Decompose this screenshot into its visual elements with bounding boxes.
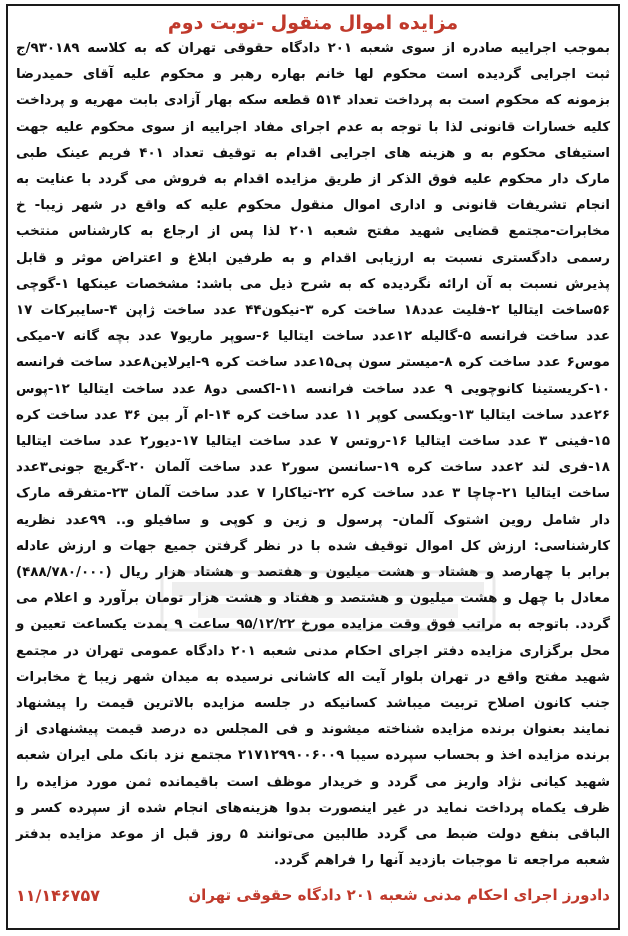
notice-body: بموجب اجراییه صادره از سوی شعبه ۲۰۱ دادگاه حقوقی تهران که به کلاسه ۹۳۰۱۸۹/ج ثبت اجرایی گردیده است محکوم لها خانم بهاره رهبر و محکوم علیه آقای حمیدرضا بزمونه که محکوم است به پرداخت تعداد ۵۱۴ قطعه سکه بهار آزادی بابت مهریه و پرداخت کلیه خسارات قانونی لذا با توجه به عدم اجرای مفاد اجراییه از سوی محکوم علیه جهت استیفای محکوم به و هزینه های اجرایی اقدام به توقیف تعداد ۴۰۱ فریم عینک طبی مارک دار محکوم علیه فوق الذکر از طریق مزایده اقدام به فروش می گردد با عنایت به انجام تشریفات قانونی و اداری اموال منقول محکوم علیه که واقع در شهر زیبا- خ مخابرات-مجتمع قضایی شهید مفتح شعبه ۲۰۱ لذا پس از ارجاع به کارشناس منتخب رسمی دادگستری نسبت به ارزیابی اقدام و به طرفین ابلاغ و اعتراض موثر و قابل پذیرش نسبت به آن ارائه نگردیده که به شرح ذیل می باشد: مشخصات عینکها ۱-گوچی ۵۶ساخت ایتالیا ۲-فلیت عدد۱۸ ساخت کره ۳-نیکون۴۴ عدد ساخت ژاپن ۴-سایبرکات ۱۷ عدد ساخت فرانسه ۵-گالیله ۱۲عدد ساخت ایتالیا ۶-سوپر ماریو۷ عدد بچه گانه ۷-میکی موس۶ عدد ساخت کره ۸-میستر سون پی۱۵عدد ساخت کره ۹-ایرلاین۸عدد ساخت فرانسه ۱۰-کریستینا کانوچویی ۹ عدد ساخت فرانسه ۱۱-اکسی دو۸ عدد ساخت ایتالیا ۱۲-پوس ۲۶عدد ساخت ایتالیا ۱۳-ویکسی کوپر ۱۱ عدد ساخت کره ۱۴-ام آر بین ۳۶ عدد ساخت کره ۱۵-فینی ۳ عدد ساخت ایتالیا ۱۶-روتس ۷ عدد ساخت ایتالیا ۱۷-دیور۲ عدد ساخت ایتالیا ۱۸-فری لند ۲عدد ساخت کره ۱۹-سانسن سور۲ عدد ساخت آلمان ۲۰-گریچ جونی۳عدد ساخت ایتالیا ۲۱-چاچا ۳ عدد ساخت کره ۲۲-تیاکارا ۷ عدد ساخت آلمان ۲۳-متفرقه مارک دار شامل روین اشتوک آلمان- پرسول و زین و کوپی و سافیلو و.. ۹۹عدد نظریه کارشناسی: ارزش کل اموال توقیف شده با در نظر گرفتن جمیع جهات و ارزش عادله برابر با چهارصد و هشتاد و هشت میلیون و هفتصد و هشتاد هزار ریال (۴۸۸/۷۸۰/۰۰۰) معادل با چهل و هشت میلیون و هشتصد و هفتاد و هشت هزار تومان برآورد و اعلام می گردد. باتوجه به مراتب فوق وقت مزایده مورخ ۹۵/۱۲/۲۲ ساعت ۹ بمدت یکساعت تعیین و محل برگزاری مزایده دفتر اجرای احکام مدنی شعبه ۲۰۱ دادگاه عمومی تهران در مجتمع شهید مفتح واقع در تهران بلوار آیت اله کاشانی نرسیده به میدان شهر زیبا خ مخابرات جنب کانون اصلاح تربیت میباشد کسانیکه در جلسه مزایده بالاترین قیمت را پیشنهاد نمایند بعنوان برنده مزایده شناخته میشوند و فی المجلس ده درصد قیمت پیشنهادی از برنده مزایده اخذ و بحساب سپرده سیبا ۲۱۷۱۲۹۹۰۰۶۰۰۹ مجتمع نزد بانک ملی ایران شعبه شهید کیانی نژاد واریز می گردد و خریدار موظف است باقیمانده ثمن مورد مزایده را ظرف یکماه پرداخت نماید در غیر اینصورت بدوا هزینه‌های انجام شده از سپرده کسر و الباقی بنفع دولت ضبط می گردد طالبین می‌توانند ۵ روز قبل از موعد مزایده بدفتر شعبه مراجعه تا موجبات بازدید آنها را فراهم گردد.	[16, 41, 611, 869]
issuer-signature: دادورز اجرای احکام مدنی شعبه ۲۰۱ دادگاه حقوقی تهران	[188, 886, 610, 904]
notice-title: مزایده اموال منقول -نوبت دوم	[167, 12, 459, 34]
notice-code: ۱۱/۱۴۶۷۵۷	[16, 885, 100, 905]
auction-notice	[6, 4, 620, 930]
notice-footer	[16, 882, 610, 908]
